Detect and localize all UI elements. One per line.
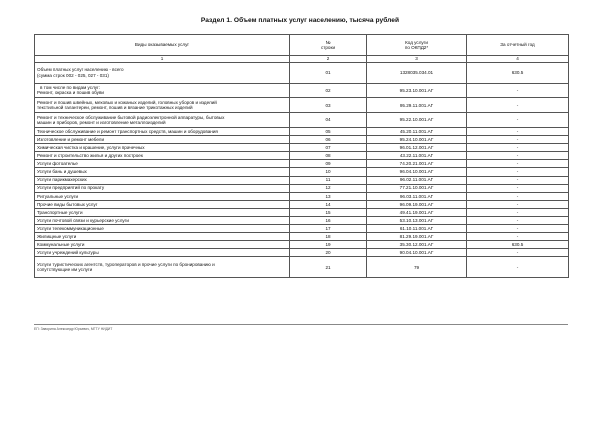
year-value-cell: - bbox=[467, 192, 569, 200]
row-number-cell: 14 bbox=[290, 200, 367, 208]
year-value-cell: - bbox=[467, 200, 569, 208]
year-value-cell: - bbox=[467, 168, 569, 176]
service-code-cell: 95.29.11.001.АГ bbox=[367, 98, 467, 113]
year-value-cell: - bbox=[467, 176, 569, 184]
row-number-cell: 01 bbox=[290, 63, 367, 84]
table-row bbox=[35, 200, 569, 208]
header-service-code-l2: по ОКПД2* bbox=[404, 45, 429, 50]
service-name-cell bbox=[35, 200, 290, 208]
service-name-cell bbox=[35, 98, 290, 113]
table-row bbox=[35, 208, 569, 216]
column-number: 2 bbox=[290, 56, 367, 63]
service-name-cell bbox=[35, 113, 290, 128]
service-code-cell: 43.22.11.001.АГ bbox=[367, 152, 467, 160]
service-code-cell: 96.04.10.001.АГ bbox=[367, 168, 467, 176]
year-value-cell: - bbox=[467, 249, 569, 257]
header-service-code-l1: Код услуги bbox=[405, 39, 428, 45]
service-code-cell: 74.20.21.001.АГ bbox=[367, 160, 467, 168]
header-row-number-l1: № bbox=[325, 39, 331, 45]
service-code-cell: 45.20.11.001.АГ bbox=[367, 127, 467, 135]
services-table bbox=[34, 34, 569, 278]
service-name-cell bbox=[35, 176, 290, 184]
table-row bbox=[35, 225, 569, 233]
service-name-line: Прочие виды бытовых услуг bbox=[37, 201, 98, 207]
header-row bbox=[35, 35, 569, 56]
row-number-cell: 11 bbox=[290, 176, 367, 184]
service-code-cell: 95.23.10.001.АГ bbox=[367, 83, 467, 98]
row-number-cell: 19 bbox=[290, 241, 367, 249]
table-row bbox=[35, 63, 569, 84]
row-number-cell: 15 bbox=[290, 208, 367, 216]
table-row bbox=[35, 176, 569, 184]
service-name-line: сопутствующие им услуги bbox=[37, 267, 93, 273]
service-name-cell bbox=[35, 192, 290, 200]
service-code-cell: 96.03.11.001.АГ bbox=[367, 192, 467, 200]
service-code-cell: 90.04.10.001.АГ bbox=[367, 249, 467, 257]
service-code-cell: 81.29.19.001.АГ bbox=[367, 233, 467, 241]
row-number-cell: 21 bbox=[290, 257, 367, 278]
service-name-line: в том числе по видам услуг: bbox=[40, 85, 100, 91]
year-value-cell: - bbox=[467, 257, 569, 278]
column-number: 1 bbox=[35, 56, 290, 63]
service-name-cell bbox=[35, 83, 290, 98]
service-name-cell bbox=[35, 241, 290, 249]
year-value-cell: - bbox=[467, 127, 569, 135]
row-number-cell: 02 bbox=[290, 83, 367, 98]
service-code-cell: 96.09.19.001.АГ bbox=[367, 200, 467, 208]
service-name-line: машин и приборов, ремонт и изготовление металлоизделий bbox=[37, 120, 166, 126]
table-row bbox=[35, 136, 569, 144]
row-number-cell: 13 bbox=[290, 192, 367, 200]
service-name-line: Жилищные услуги bbox=[37, 234, 77, 240]
service-name-cell bbox=[35, 208, 290, 216]
service-code-cell: 1328035.034.01 bbox=[367, 63, 467, 84]
service-name-cell bbox=[35, 225, 290, 233]
year-value-cell: - bbox=[467, 83, 569, 98]
year-value-cell: - bbox=[467, 160, 569, 168]
service-name-line: Ремонт и пошив швейных, меховых и кожаных изделий, головных уборов и изделий bbox=[37, 99, 217, 105]
service-name-cell bbox=[35, 257, 290, 278]
service-name-line: (сумма строк 002 - 025, 027 - 031) bbox=[37, 72, 109, 78]
row-number-cell: 09 bbox=[290, 160, 367, 168]
table-row bbox=[35, 113, 569, 128]
service-name-cell bbox=[35, 152, 290, 160]
service-name-line: Услуги бань и душевых bbox=[37, 169, 87, 175]
service-code-cell: 49.41.19.001.АГ bbox=[367, 208, 467, 216]
year-value-cell: 630.5 bbox=[467, 241, 569, 249]
service-name-cell bbox=[35, 160, 290, 168]
year-value-cell: - bbox=[467, 233, 569, 241]
table-row bbox=[35, 83, 569, 98]
year-value-cell: - bbox=[467, 144, 569, 152]
row-number-cell: 06 bbox=[290, 136, 367, 144]
header-service-code bbox=[367, 35, 467, 56]
row-number-cell: 07 bbox=[290, 144, 367, 152]
row-number-cell: 16 bbox=[290, 217, 367, 225]
service-name-line: Услуги фотоателье bbox=[37, 161, 78, 167]
table-row bbox=[35, 127, 569, 135]
table-row bbox=[35, 249, 569, 257]
service-name-cell bbox=[35, 136, 290, 144]
column-numbers-row bbox=[35, 56, 569, 63]
service-name-cell bbox=[35, 127, 290, 135]
row-number-cell: 17 bbox=[290, 225, 367, 233]
year-value-cell: - bbox=[467, 208, 569, 216]
year-value-cell: - bbox=[467, 152, 569, 160]
service-name-line: Коммунальные услуги bbox=[37, 242, 85, 248]
year-value-cell: - bbox=[467, 98, 569, 113]
table-row bbox=[35, 168, 569, 176]
header-row-number-l2: строки bbox=[320, 45, 336, 50]
row-number-cell: 03 bbox=[290, 98, 367, 113]
service-code-cell: 95.24.10.001.АГ bbox=[367, 136, 467, 144]
service-name-line: Химическая чистка и крашение, услуги прачечных bbox=[37, 145, 145, 151]
service-code-cell: 96.01.12.001.АГ bbox=[367, 144, 467, 152]
service-name-line: Техническое обслуживание и ремонт транспортных средств, машин и оборудования bbox=[37, 128, 218, 134]
table-row bbox=[35, 257, 569, 278]
table-row bbox=[35, 152, 569, 160]
service-code-cell: 79 bbox=[367, 257, 467, 278]
service-name-line: Услуги предприятий по прокату bbox=[37, 185, 105, 191]
service-name-cell bbox=[35, 249, 290, 257]
row-number-cell: 18 bbox=[290, 233, 367, 241]
row-number-cell: 08 bbox=[290, 152, 367, 160]
service-name-cell bbox=[35, 144, 290, 152]
signature-note: ЕП: Заворина Александр Юрьевич, МГТУ НИДИТ bbox=[34, 327, 113, 331]
table-row bbox=[35, 241, 569, 249]
service-name-cell bbox=[35, 184, 290, 192]
header-service-types: Виды оказываемых услуг bbox=[35, 35, 290, 56]
service-name-line: Объем платных услуг населению - всего bbox=[37, 67, 124, 73]
year-value-cell: 630.5 bbox=[467, 63, 569, 84]
year-value-cell: - bbox=[467, 217, 569, 225]
service-code-cell: 61.10.11.001.АГ bbox=[367, 225, 467, 233]
year-value-cell: - bbox=[467, 184, 569, 192]
year-value-cell: - bbox=[467, 225, 569, 233]
table-row bbox=[35, 233, 569, 241]
table-row bbox=[35, 144, 569, 152]
service-name-line: Услуги телекоммуникационные bbox=[37, 225, 104, 231]
year-value-cell: - bbox=[467, 113, 569, 128]
service-name-line: Ритуальные услуги bbox=[37, 193, 79, 199]
row-number-cell: 20 bbox=[290, 249, 367, 257]
service-name-line: Ремонт и строительство жилья и других построек bbox=[37, 153, 143, 159]
table-row bbox=[35, 192, 569, 200]
service-code-cell: 95.22.10.001.АГ bbox=[367, 113, 467, 128]
service-name-line: Услуги парикмахерских bbox=[37, 177, 87, 183]
row-number-cell: 05 bbox=[290, 127, 367, 135]
table-row bbox=[35, 217, 569, 225]
footer-divider bbox=[34, 324, 568, 325]
year-value-cell: - bbox=[467, 136, 569, 144]
table-row bbox=[35, 98, 569, 113]
service-name-cell bbox=[35, 233, 290, 241]
service-name-line: Услуги учреждений культуры bbox=[37, 250, 99, 256]
service-code-cell: 96.02.11.001.АГ bbox=[367, 176, 467, 184]
service-name-line: Транспортные услуги bbox=[37, 209, 83, 215]
service-name-line: текстильной галантереи, ремонт, пошив и вязание трикотажных изделий bbox=[37, 105, 193, 111]
table-row bbox=[35, 160, 569, 168]
row-number-cell: 04 bbox=[290, 113, 367, 128]
service-code-cell: 35.30.12.001.АГ bbox=[367, 241, 467, 249]
service-name-line: Услуги почтовой связи и курьерские услуги bbox=[37, 217, 129, 223]
service-name-cell bbox=[35, 168, 290, 176]
section-title: Раздел 1. Объем платных услуг населению, тысяча рублей bbox=[200, 17, 400, 24]
row-number-cell: 12 bbox=[290, 184, 367, 192]
service-name-cell bbox=[35, 63, 290, 84]
table-row bbox=[35, 184, 569, 192]
service-name-line: Ремонт, окраска и пошив обуви bbox=[37, 90, 104, 96]
service-name-line: Услуги туристических агентств, туроператоров и прочие услуги по бронированию и bbox=[37, 261, 215, 267]
header-row-number bbox=[290, 35, 367, 56]
header-reporting-year: За отчетный год bbox=[467, 35, 569, 56]
service-code-cell: 77.21.10.001.АГ bbox=[367, 184, 467, 192]
service-name-cell bbox=[35, 217, 290, 225]
service-name-line: Изготовление и ремонт мебели bbox=[37, 136, 105, 142]
column-number: 4 bbox=[467, 56, 569, 63]
column-number: 3 bbox=[367, 56, 467, 63]
service-code-cell: 53.10.13.001.АГ bbox=[367, 217, 467, 225]
service-name-line: Ремонт и техническое обслуживание бытовой радиоэлектронной аппаратуры, бытовых bbox=[37, 114, 225, 120]
row-number-cell: 10 bbox=[290, 168, 367, 176]
